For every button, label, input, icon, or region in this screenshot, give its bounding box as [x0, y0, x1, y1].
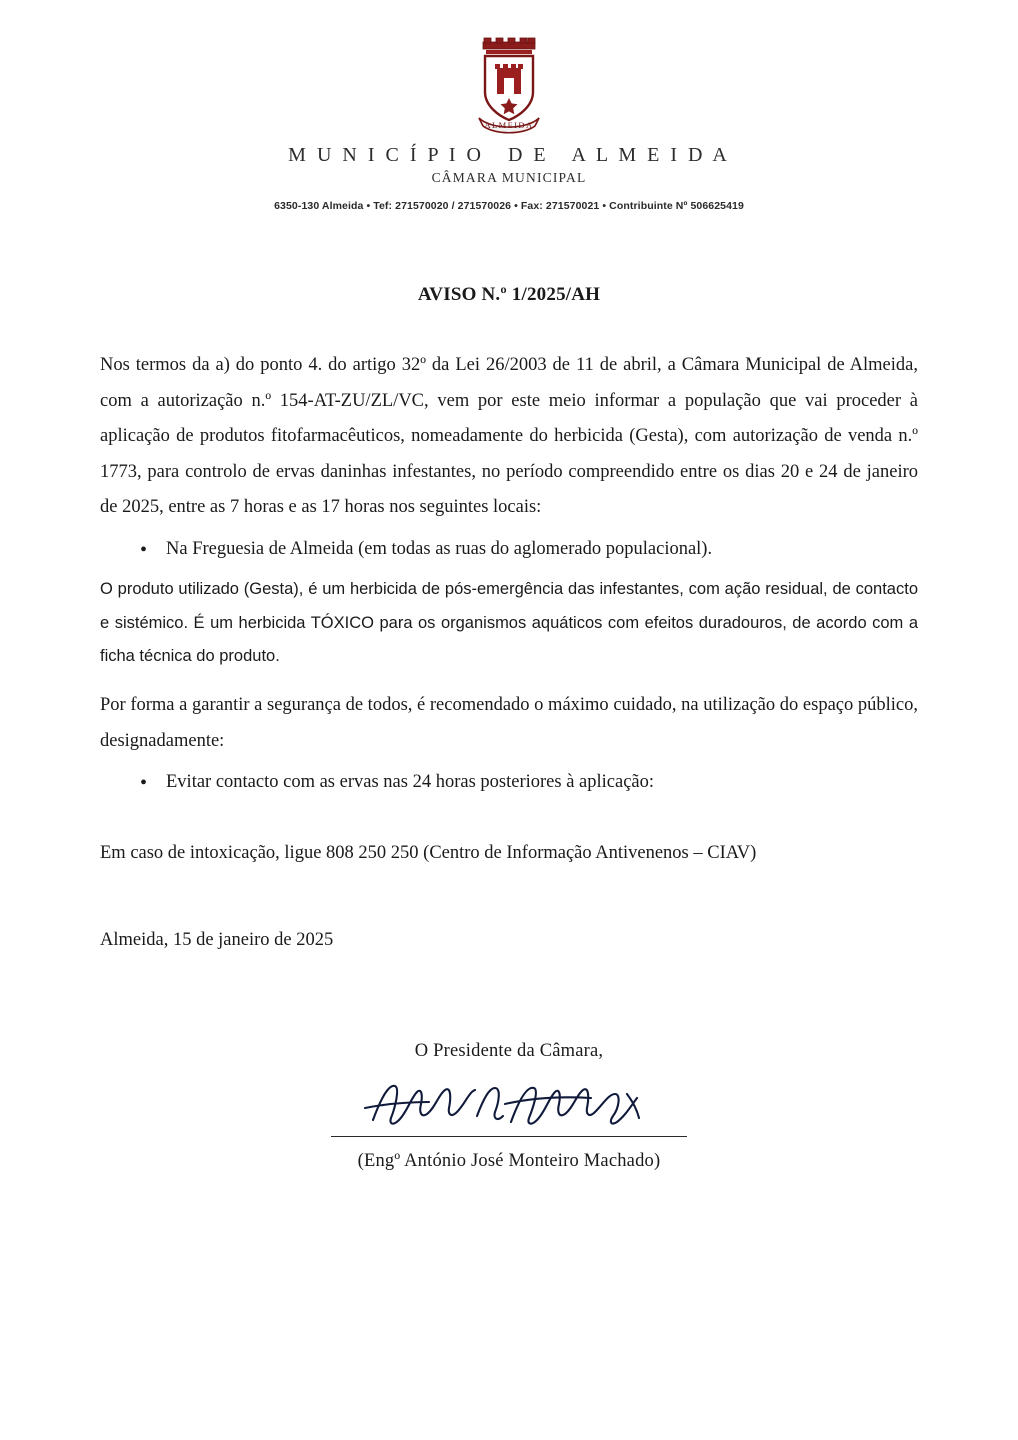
list-item: • Evitar contacto com as ervas nas 24 horas posteriores à aplicação:: [140, 765, 918, 800]
organization-contact-line: 6350-130 Almeida • Tef: 271570020 / 271570026 • Fax: 271570021 • Contribuinte Nº 506625419: [274, 200, 744, 212]
intro-paragraph: Nos termos da a) do ponto 4. do artigo 32º da Lei 26/2003 de 11 de abril, a Câmara Municipal de Almeida, com a autorização n.º 154-AT-ZU/ZL/VC, vem por este meio informar a população que vai proceder à aplicação de produtos fitofarmacêuticos, nomeadamente do herbicida (Gesta), com autorização de venda n.º 1773, para controlo de ervas daninhas infestantes, no período compreendido entre os dias 20 e 24 de janeiro de 2025, entre as 7 horas e as 17 horas nos seguintes locais:: [100, 355, 918, 518]
place-and-date: Almeida, 15 de janeiro de 2025: [100, 930, 334, 951]
letterhead: [100, 34, 918, 212]
almeida-coat-of-arms-icon: [457, 34, 561, 138]
handwritten-signature-icon: [359, 1064, 659, 1134]
emergency-contact-line: Em caso de intoxicação, ligue 808 250 250 (Centro de Informação Antivenenos – CIAV): [100, 843, 757, 864]
document-body: [100, 348, 918, 959]
safety-paragraph: Por forma a garantir a segurança de todos, é recomendado o máximo cuidado, na utilização do espaço público, designadamente:: [100, 695, 918, 751]
signatory-name: (Engº António José Monteiro Machado): [357, 1150, 661, 1171]
safety-list: [100, 765, 918, 800]
product-paragraph: O produto utilizado (Gesta), é um herbicida de pós-emergência das infestantes, com ação residual, de contacto e sistémico. É um herbicida TÓXICO para os organismos aquáticos com efeitos duradouros, de acordo com a ficha técnica do produto.: [100, 579, 918, 666]
list-item: • Na Freguesia de Almeida (em todas as ruas do aglomerado populacional).: [140, 532, 918, 567]
signature-block: [100, 1041, 918, 1172]
crest-motto: ALMEIDA: [484, 120, 534, 130]
signature-line: [331, 1136, 687, 1137]
organization-subtitle: CÂMARA MUNICIPAL: [431, 170, 587, 185]
organization-name: M U N I C Í P I O D E A L M E I D A: [288, 144, 730, 166]
locations-list: [100, 532, 918, 567]
signature-role: O Presidente da Câmara,: [414, 1040, 604, 1061]
signature-mark: [100, 1062, 918, 1136]
page-title: AVISO N.º 1/2025/AH: [417, 284, 601, 305]
